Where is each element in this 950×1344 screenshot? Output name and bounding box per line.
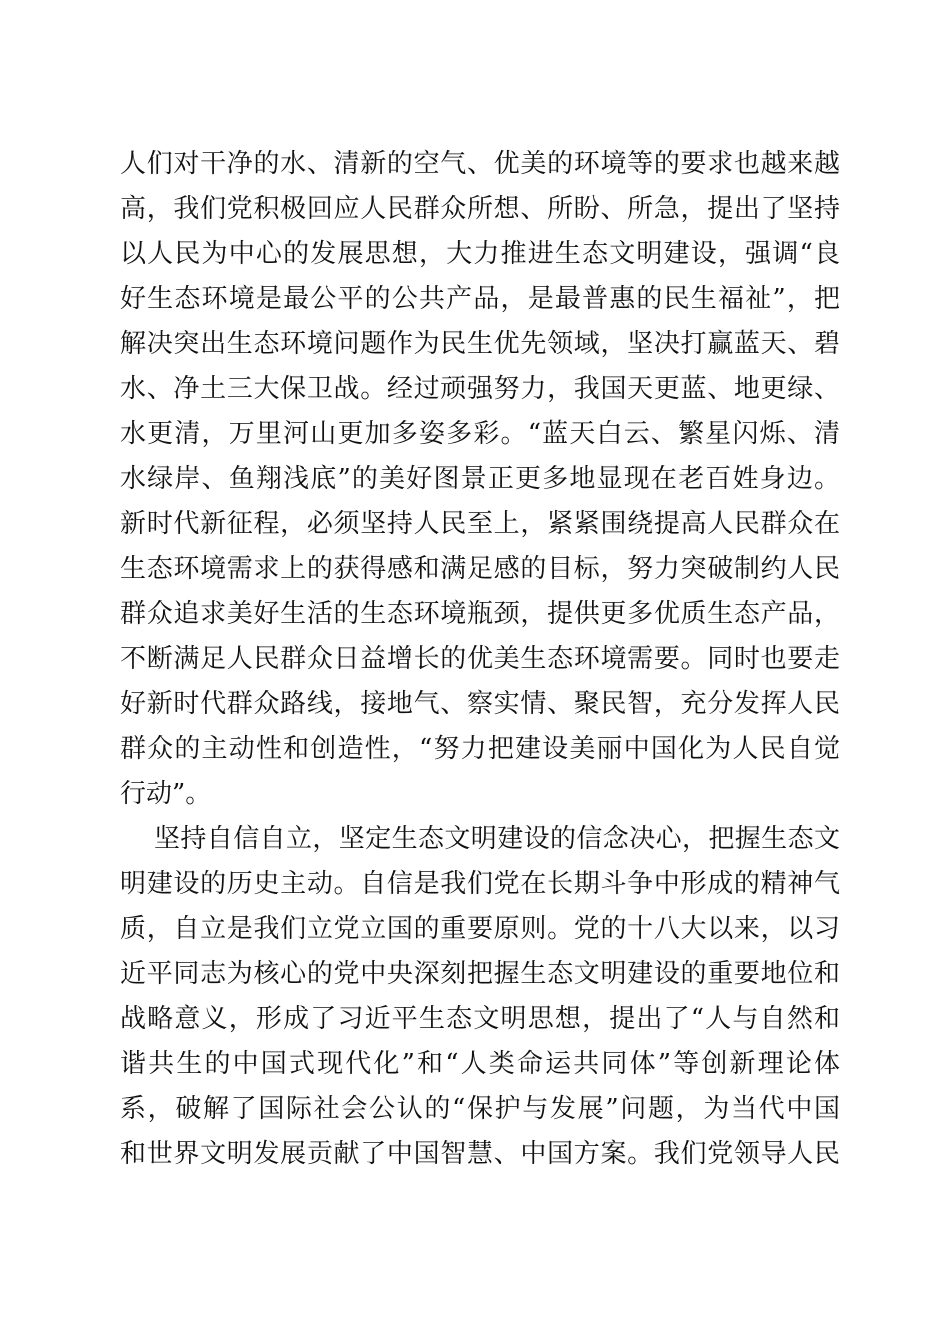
- text-line: 好新时代群众路线，接地气、察实情、聚民智，充分发挥人民: [120, 689, 840, 719]
- text-line: 不断满足人民群众日益增长的优美生态环境需要。同时也要走: [120, 644, 840, 674]
- text-line: 行动”。: [120, 779, 212, 809]
- text-line: 人们对干净的水、清新的空气、优美的环境等的要求也越来越: [120, 149, 840, 179]
- paragraph-2: [120, 817, 840, 1177]
- text-line: 好生态环境是最公平的公共产品，是最普惠的民生福祉”，把: [120, 284, 840, 314]
- text-line: 水、净土三大保卫战。经过顽强努力，我国天更蓝、地更绿、: [120, 374, 840, 404]
- text-line: 以人民为中心的发展思想，大力推进生态文明建设，强调“良: [120, 239, 840, 269]
- paragraph-1: [120, 142, 840, 817]
- text-line: 解决突出生态环境问题作为民生优先领域，坚决打赢蓝天、碧: [120, 329, 840, 359]
- text-line: 水更清，万里河山更加多姿多彩。“蓝天白云、繁星闪烁、清: [120, 419, 840, 449]
- text-line: 新时代新征程，必须坚持人民至上，紧紧围绕提高人民群众在: [120, 509, 840, 539]
- text-line: 坚持自信自立，坚定生态文明建设的信念决心，把握生态文: [154, 824, 840, 854]
- body-text: [120, 142, 840, 1177]
- text-line: 和世界文明发展贡献了中国智慧、中国方案。我们党领导人民: [120, 1139, 840, 1169]
- text-line: 水绿岸、鱼翔浅底”的美好图景正更多地显现在老百姓身边。: [120, 464, 840, 494]
- text-line: 质，自立是我们立党立国的重要原则。党的十八大以来，以习: [120, 914, 840, 944]
- text-line: 系，破解了国际社会公认的“保护与发展”问题，为当代中国: [120, 1094, 840, 1124]
- text-line: 高，我们党积极回应人民群众所想、所盼、所急，提出了坚持: [120, 194, 840, 224]
- text-line: 近平同志为核心的党中央深刻把握生态文明建设的重要地位和: [120, 959, 840, 989]
- text-line: 战略意义，形成了习近平生态文明思想，提出了“人与自然和: [120, 1004, 840, 1034]
- text-line: 谐共生的中国式现代化”和“人类命运共同体”等创新理论体: [120, 1049, 840, 1079]
- text-line: 明建设的历史主动。自信是我们党在长期斗争中形成的精神气: [120, 869, 840, 899]
- text-line: 生态环境需求上的获得感和满足感的目标，努力突破制约人民: [120, 554, 840, 584]
- text-line: 群众追求美好生活的生态环境瓶颈，提供更多优质生态产品，: [120, 599, 840, 629]
- text-line: 群众的主动性和创造性，“努力把建设美丽中国化为人民自觉: [120, 734, 840, 764]
